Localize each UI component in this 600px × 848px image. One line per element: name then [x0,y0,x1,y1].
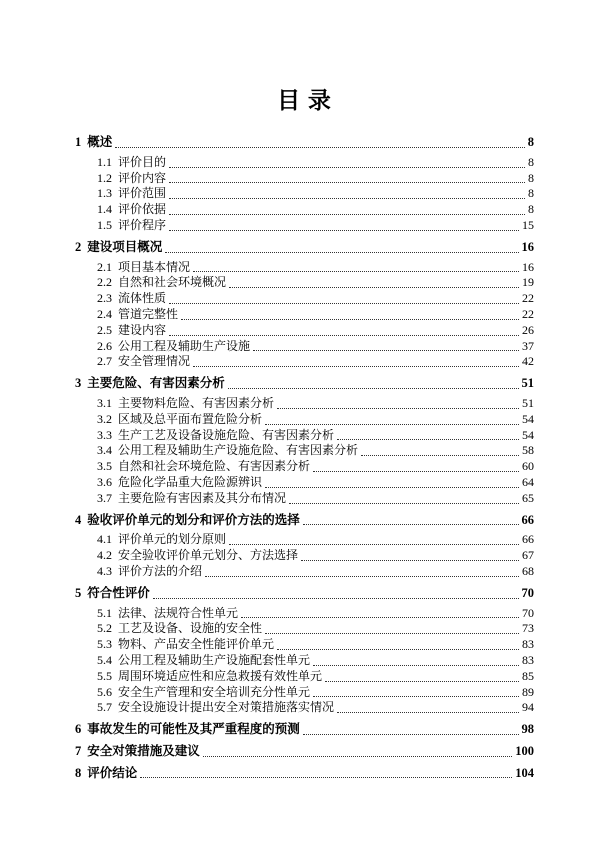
dot-leader-icon [337,439,519,440]
toc-entry-label: 管道完整性 [118,306,179,321]
toc-entry-page: 8 [528,186,534,201]
dot-leader-icon [277,408,519,409]
toc-entry-number: 5 [75,585,82,600]
dot-leader-icon [169,214,525,215]
toc-entry-label: 安全对策措施及建议 [87,743,200,758]
toc-sub-entry [75,621,534,637]
dot-leader-icon [301,560,519,561]
toc-entry-label: 建设项目概况 [87,239,163,254]
toc-entry-number: 1 [75,135,82,149]
toc-entry-label: 自然和社会环境危险、有害因素分析 [118,459,311,474]
dot-leader-icon [193,271,519,272]
dot-leader-icon [169,167,525,168]
dot-leader-icon [253,350,519,351]
dot-leader-icon [277,649,519,650]
toc-sub-entry [75,669,534,685]
toc-entry-number: 2.4 [97,306,112,321]
dot-leader-icon [169,198,525,199]
toc-entry-number: 7 [75,743,82,758]
toc-entry-label: 生产工艺及设备设施危险、有害因素分析 [118,427,335,442]
toc-entry-page: 22 [522,291,534,306]
dot-leader-icon [313,665,519,666]
dot-leader-icon [325,681,519,682]
toc-sub-entry [75,354,534,370]
toc-sub-entry [75,653,534,669]
toc-entry-label: 评价方法的介绍 [118,563,203,578]
toc-entry-page: 66 [522,532,534,547]
toc-entry-label: 危险化学品重大危险源辨识 [118,474,263,489]
toc-sub-entry [75,260,534,276]
dot-leader-icon [193,366,519,367]
toc-entry-number: 4 [75,512,82,527]
toc-entry-label: 建设内容 [118,322,167,337]
dot-leader-icon [140,777,512,778]
toc-entry-number: 5.5 [97,668,112,683]
toc-entry-label: 评价依据 [118,202,167,217]
toc-entry-label: 流体性质 [118,291,167,306]
toc-sub-entry [75,186,534,202]
toc-chapter-entry [75,586,534,602]
toc-chapter-entry [75,766,534,782]
dot-leader-icon [265,633,519,634]
toc-sub-entry [75,606,534,622]
toc-entry-page: 51 [521,376,534,391]
toc-entry-page: 16 [521,239,534,254]
toc-entry-page: 64 [522,474,534,489]
toc-sub-entry [75,202,534,218]
dot-leader-icon [203,756,512,757]
dot-leader-icon [241,617,519,618]
toc-sub-entry [75,155,534,171]
toc-entry-page: 98 [521,722,534,737]
toc-entry-page: 94 [522,700,534,715]
dot-leader-icon [289,503,519,504]
toc-entry-page: 19 [522,275,534,290]
toc-entry-page: 68 [522,563,534,578]
toc-entry-label: 评价目的 [118,154,167,169]
dot-leader-icon [165,252,518,253]
toc-entry-number: 1.1 [97,154,112,169]
toc-sub-entry [75,548,534,564]
toc-entry-number: 5.1 [97,605,112,620]
toc-entry-page: 54 [522,427,534,442]
toc-entry-number: 2.3 [97,291,112,306]
toc-sub-entry [75,275,534,291]
toc-entry-page: 8 [528,202,534,217]
toc-entry-label: 安全管理情况 [118,354,191,369]
toc-entry-label: 评价内容 [118,170,167,185]
toc-entry-number: 3.6 [97,474,112,489]
toc-entry-page: 66 [521,512,534,527]
toc-entry-page: 89 [522,684,534,699]
dot-leader-icon [337,712,519,713]
toc-entry-number: 5.2 [97,621,112,636]
toc-entry-page: 54 [522,411,534,426]
toc-entry-number: 2.6 [97,338,112,353]
dot-leader-icon [303,734,519,735]
toc-entry-page: 8 [527,135,534,149]
toc-entry-page: 83 [522,652,534,667]
dot-leader-icon [228,388,519,389]
dot-leader-icon [303,524,519,525]
toc-entry-number: 2.5 [97,322,112,337]
toc-entry-label: 事故发生的可能性及其严重程度的预测 [87,722,300,737]
toc-entry-page: 70 [521,585,534,600]
toc-sub-entry [75,685,534,701]
toc-entry-number: 1.4 [97,202,112,217]
toc-entry-label: 评价结论 [87,765,138,780]
toc-entry-number: 1.5 [97,217,112,232]
dot-leader-icon [169,303,519,304]
toc-sub-entry [75,532,534,548]
toc-sub-entry [75,412,534,428]
toc-entry-label: 公用工程及辅助生产设施危险、有害因素分析 [118,443,359,458]
toc-entry-label: 工艺及设备、设施的安全性 [118,621,263,636]
toc-entry-page: 100 [515,743,534,758]
toc-sub-entry [75,307,534,323]
toc-entry-number: 4.3 [97,563,112,578]
toc-entry-number: 2.1 [97,259,112,274]
toc-entry-label: 评价程序 [118,217,167,232]
toc-entry-page: 60 [522,459,534,474]
toc-entry-page: 70 [522,605,534,620]
toc-entry-number: 2 [75,239,82,254]
dot-leader-icon [153,598,519,599]
toc-entry-label: 评价单元的划分原则 [118,532,227,547]
toc-entry-label: 概述 [87,135,113,149]
toc-sub-entry [75,700,534,716]
toc-entry-page: 37 [522,338,534,353]
toc-chapter-entry [75,240,534,256]
toc-entry-label: 安全生产管理和安全培训充分性单元 [118,684,311,699]
toc-entry-label: 评价范围 [118,186,167,201]
toc-entry-page: 83 [522,637,534,652]
toc-entry-page: 16 [522,259,534,274]
toc-entry-page: 51 [522,395,534,410]
toc-entry-number: 3.4 [97,443,112,458]
toc-entry-page: 85 [522,668,534,683]
toc-list [75,135,534,781]
toc-chapter-entry [75,513,534,529]
toc-sub-entry [75,564,534,580]
toc-entry-label: 公用工程及辅助生产设施配套性单元 [118,652,311,667]
toc-entry-page: 67 [522,548,534,563]
toc-chapter-entry [75,722,534,738]
toc-sub-entry [75,475,534,491]
dot-leader-icon [181,319,519,320]
toc-sub-entry [75,459,534,475]
toc-sub-entry [75,637,534,653]
toc-entry-page: 58 [522,443,534,458]
toc-entry-page: 8 [528,154,534,169]
toc-entry-label: 物料、产品安全性能评价单元 [118,637,275,652]
dot-leader-icon [265,487,519,488]
toc-sub-entry [75,491,534,507]
toc-entry-label: 符合性评价 [87,585,150,600]
toc-entry-label: 主要危险、有害因素分析 [87,376,225,391]
toc-entry-label: 安全验收评价单元划分、方法选择 [118,548,299,563]
toc-entry-label: 自然和社会环境概况 [118,275,227,290]
toc-sub-entry [75,218,534,234]
toc-entry-number: 3.2 [97,411,112,426]
toc-sub-entry [75,339,534,355]
toc-entry-number: 5.4 [97,652,112,667]
toc-entry-page: 104 [515,765,534,780]
toc-sub-entry [75,396,534,412]
toc-entry-page: 65 [522,490,534,505]
toc-chapter-entry [75,135,534,151]
toc-chapter-entry [75,376,534,392]
toc-entry-label: 主要物料危险、有害因素分析 [118,395,275,410]
dot-leader-icon [115,147,524,148]
toc-entry-page: 15 [522,217,534,232]
toc-sub-entry [75,443,534,459]
dot-leader-icon [265,424,519,425]
toc-entry-number: 8 [75,765,82,780]
toc-entry-number: 5.6 [97,684,112,699]
toc-sub-entry [75,171,534,187]
toc-entry-number: 3.7 [97,490,112,505]
toc-chapter-entry [75,744,534,760]
dot-leader-icon [205,576,519,577]
dot-leader-icon [361,455,519,456]
toc-entry-number: 3.3 [97,427,112,442]
toc-entry-label: 区域及总平面布置危险分析 [118,411,263,426]
toc-entry-number: 2.2 [97,275,112,290]
toc-entry-label: 主要危险有害因素及其分布情况 [118,490,287,505]
toc-entry-page: 42 [522,354,534,369]
toc-entry-label: 周围环境适应性和应急救援有效性单元 [118,668,323,683]
toc-entry-label: 安全设施设计提出安全对策措施落实情况 [118,700,335,715]
toc-sub-entry [75,428,534,444]
toc-entry-label: 验收评价单元的划分和评价方法的选择 [87,512,300,527]
toc-entry-number: 4.1 [97,532,112,547]
toc-entry-number: 4.2 [97,548,112,563]
dot-leader-icon [313,471,519,472]
dot-leader-icon [169,230,519,231]
toc-entry-number: 6 [75,722,82,737]
dot-leader-icon [229,287,519,288]
page-title: 目 录 [277,88,332,113]
toc-entry-number: 3.5 [97,459,112,474]
toc-entry-page: 26 [522,322,534,337]
toc-sub-entry [75,291,534,307]
toc-entry-number: 1.3 [97,186,112,201]
toc-entry-label: 项目基本情况 [118,259,191,274]
toc-entry-page: 22 [522,306,534,321]
toc-entry-label: 法律、法规符合性单元 [118,605,239,620]
toc-entry-number: 3.1 [97,395,112,410]
dot-leader-icon [169,182,525,183]
toc-entry-page: 73 [522,621,534,636]
toc-entry-number: 5.3 [97,637,112,652]
toc-entry-number: 5.7 [97,700,112,715]
dot-leader-icon [229,544,519,545]
toc-entry-number: 1.2 [97,170,112,185]
toc-entry-page: 8 [528,170,534,185]
dot-leader-icon [169,335,519,336]
toc-entry-number: 2.7 [97,354,112,369]
toc-sub-entry [75,323,534,339]
toc-entry-number: 3 [75,376,82,391]
toc-entry-label: 公用工程及辅助生产设施 [118,338,251,353]
dot-leader-icon [313,696,519,697]
